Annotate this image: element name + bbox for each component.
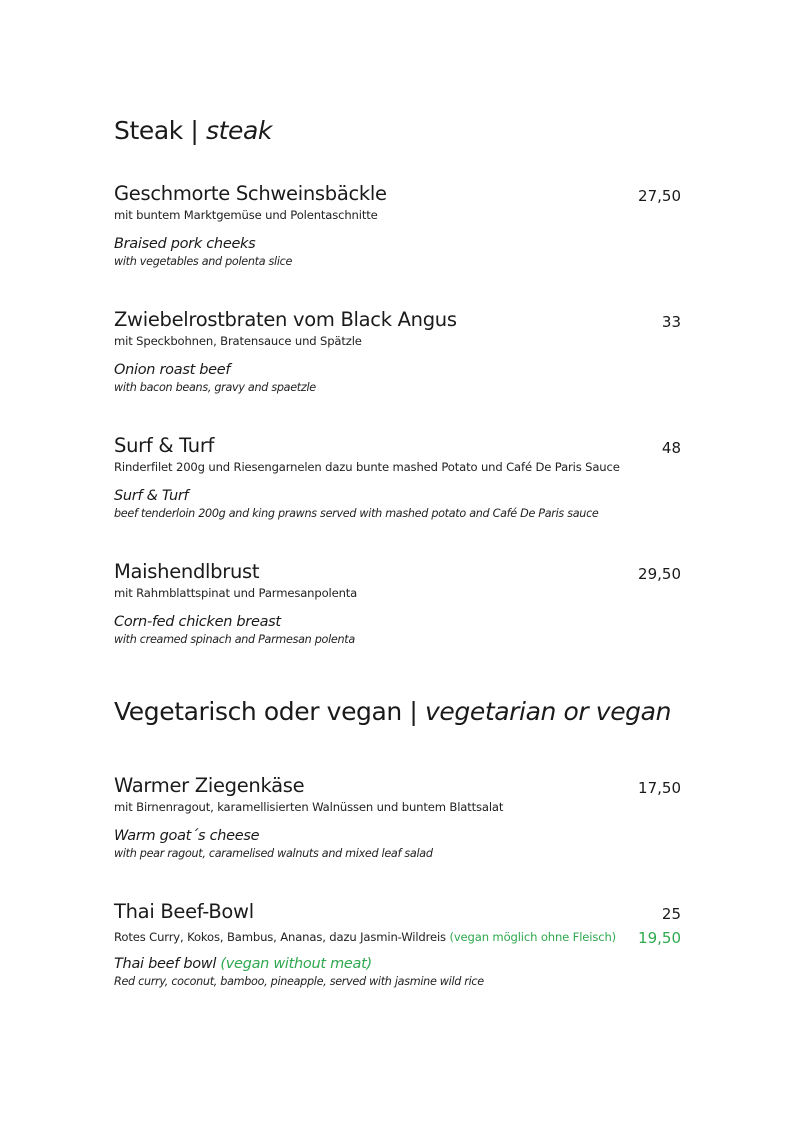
dish-name-en: Onion roast beef xyxy=(114,362,231,378)
dish-description-en: Red curry, coconut, bamboo, pineapple, served with jasmine wild rice xyxy=(114,975,484,988)
dish-description: mit buntem Marktgemüse und Polentaschnitte xyxy=(114,208,378,222)
section-heading-steak: Steak | steak xyxy=(114,116,272,145)
dish-price-vegan: 19,50 xyxy=(638,929,681,947)
section-heading-vegetarian: Vegetarisch oder vegan | vegetarian or vegan xyxy=(114,697,672,726)
dish-price: 27,50 xyxy=(638,187,681,205)
menu-item-thai-beef-bowl xyxy=(114,900,681,990)
dish-name-en: Warm goat´s cheese xyxy=(114,828,260,844)
menu-item-zwiebelrostbraten xyxy=(114,308,681,396)
dish-price: 25 xyxy=(661,905,681,923)
menu-item-ziegenkaese xyxy=(114,774,681,862)
dish-name-en: Corn-fed chicken breast xyxy=(114,614,281,630)
dish-description: Rinderfilet 200g und Riesengarnelen dazu bunte mashed Potato und Café De Paris Sauce xyxy=(114,460,620,474)
dish-description: mit Rahmblattspinat und Parmesanpolenta xyxy=(114,586,358,600)
dish-name-en: Braised pork cheeks xyxy=(114,236,256,252)
dish-description: Rotes Curry, Kokos, Bambus, Ananas, dazu Jasmin-Wildreis (vegan möglich ohne Fleisch) xyxy=(114,930,617,944)
dish-name: Warmer Ziegenkäse xyxy=(114,774,305,797)
dish-description: mit Birnenragout, karamellisierten Walnüssen und buntem Blattsalat xyxy=(114,800,504,814)
vegan-option-note-en: (vegan without meat) xyxy=(220,956,372,972)
menu-item-schweinsbaeckle xyxy=(114,182,681,270)
dish-description-en: beef tenderloin 200g and king prawns served with mashed potato and Café De Paris sauce xyxy=(114,507,599,520)
menu-item-maishendlbrust xyxy=(114,560,681,648)
dish-name-en: Thai beef bowl (vegan without meat) xyxy=(114,956,372,972)
dish-name: Zwiebelrostbraten vom Black Angus xyxy=(114,308,457,331)
dish-price: 17,50 xyxy=(638,779,681,797)
dish-price: 29,50 xyxy=(638,565,681,583)
menu-item-surf-turf xyxy=(114,434,681,522)
vegan-option-note: (vegan möglich ohne Fleisch) xyxy=(449,930,617,944)
dish-description-en: with pear ragout, caramelised walnuts and mixed leaf salad xyxy=(114,847,433,860)
dish-name: Geschmorte Schweinsbäckle xyxy=(114,182,387,205)
dish-name: Thai Beef-Bowl xyxy=(114,900,254,923)
dish-name: Maishendlbrust xyxy=(114,560,260,583)
dish-description-en: with creamed spinach and Parmesan polenta xyxy=(114,633,355,646)
dish-name: Surf & Turf xyxy=(114,434,215,457)
dish-name-en: Surf & Turf xyxy=(114,488,189,504)
dish-description-en: with vegetables and polenta slice xyxy=(114,255,293,268)
dish-description-en: with bacon beans, gravy and spaetzle xyxy=(114,381,316,394)
dish-price: 48 xyxy=(661,439,681,457)
dish-description: mit Speckbohnen, Bratensauce und Spätzle xyxy=(114,334,362,348)
dish-price: 33 xyxy=(661,313,681,331)
